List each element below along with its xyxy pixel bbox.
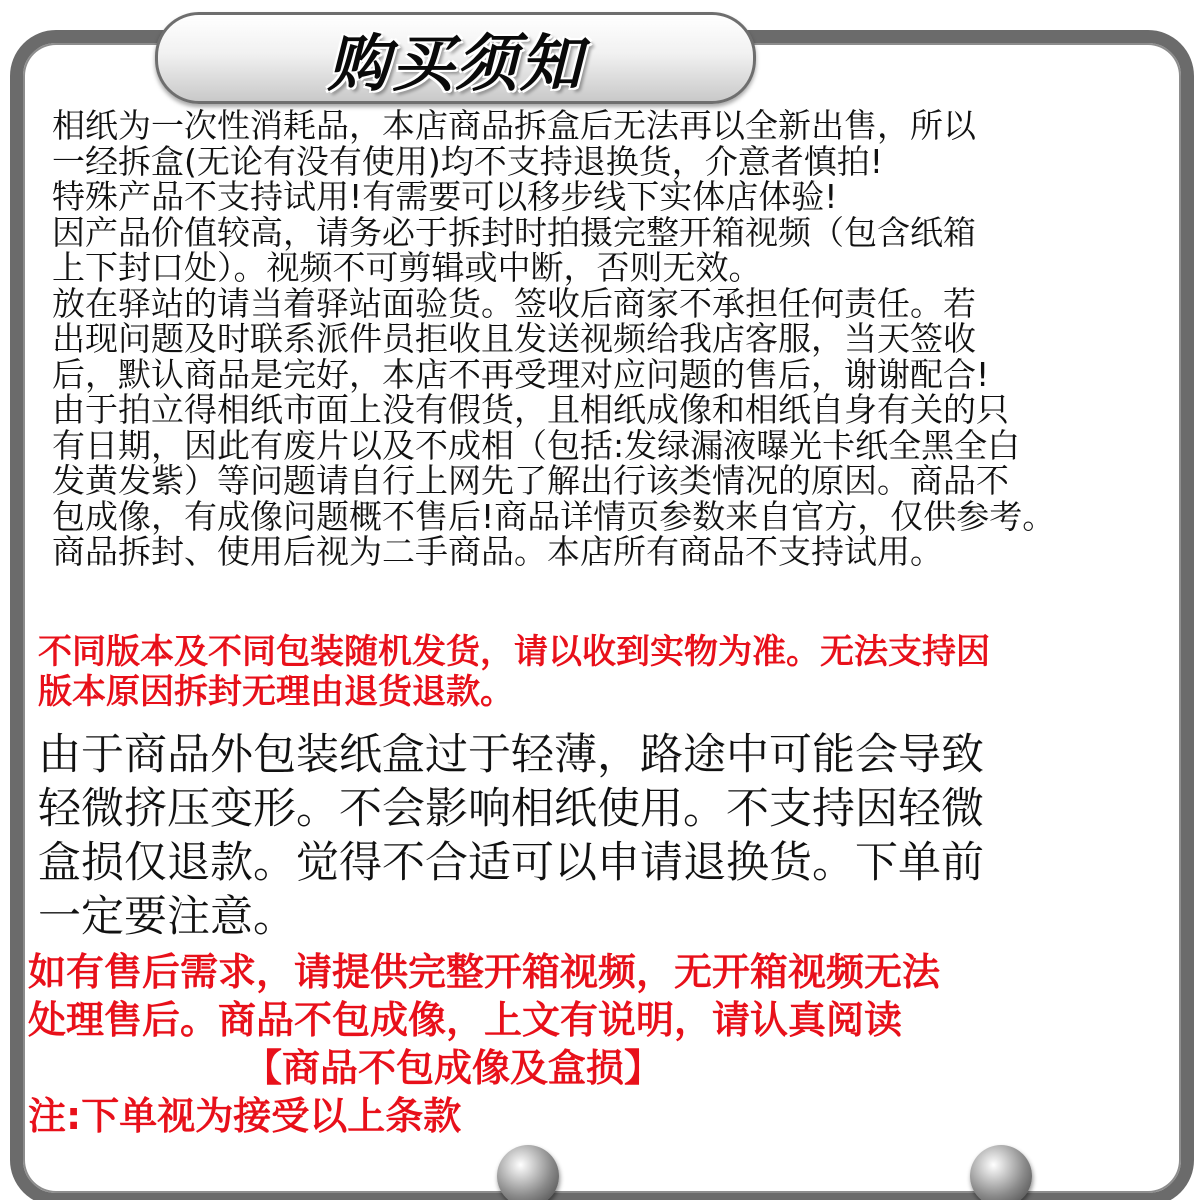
after-sales-line: 处理售后。商品不包成像，上文有说明，请认真阅读 [28, 998, 903, 1042]
metal-ring-right-icon [970, 1145, 1032, 1200]
packaging-line: 一定要注意。 [38, 892, 296, 942]
packaging-line: 轻微挤压变形。不会影响相纸使用。不支持因轻微 [38, 784, 984, 834]
purchase-notice-text [52, 108, 1055, 570]
notice-line: 包成像，有成像问题概不售后!商品详情页参数来自官方，仅供参考。 [52, 496, 1056, 536]
metal-ring-left-icon [497, 1145, 559, 1200]
warning-line: 不同版本及不同包装随机发货，请以收到实物为准。无法支持因 [38, 632, 990, 672]
notice-line: 放在驿站的请当着驿站面验货。签收后商家不承担任何责任。若 [52, 283, 976, 323]
notice-line: 由于拍立得相纸市面上没有假货，且相纸成像和相纸自身有关的只 [52, 390, 1009, 429]
notice-line: 商品拆封、使用后视为二手商品。本店所有商品不支持试用。 [52, 532, 943, 571]
notice-line: 一经拆盒(无论有没有使用)均不支持退换货，介意者慎拍! [52, 141, 883, 181]
notice-line: 发黄发紫）等问题请自行上网先了解出行该类情况的原因。商品不 [52, 461, 1009, 500]
version-shipping-warning [38, 632, 990, 712]
warning-line: 版本原因拆封无理由退货退款。 [38, 672, 514, 712]
notice-line: 特殊产品不支持试用!有需要可以移步线下实体店体验! [52, 177, 838, 216]
notice-line: 出现问题及时联系派件员拒收且发送视频给我店客服，当天签收 [52, 319, 976, 358]
notice-line: 有日期，因此有废片以及不成相（包括:发绿漏液曝光卡纸全黑全白 [52, 425, 1021, 465]
packaging-notice [38, 728, 984, 944]
notice-line: 相纸为一次性消耗品，本店商品拆盒后无法再以全新出售，所以 [52, 106, 976, 145]
notice-line: 后，默认商品是完好，本店不再受理对应问题的售后，谢谢配合! [52, 354, 990, 394]
after-sales-warning [28, 948, 940, 1140]
page-title: 购买须知 [327, 26, 584, 100]
after-sales-line: 如有售后需求，请提供完整开箱视频，无开箱视频无法 [28, 950, 941, 994]
notice-line: 因产品价值较高，请务必于拆封时拍摄完整开箱视频（包含纸箱 [52, 212, 976, 252]
notice-line: 上下封口处）。视频不可剪辑或中断，否则无效。 [52, 248, 762, 287]
packaging-line: 由于商品外包装纸盒过于轻薄，路途中可能会导致 [38, 730, 984, 780]
title-banner [155, 12, 756, 104]
terms-acceptance-note: 注:下单视为接受以上条款 [28, 1094, 462, 1138]
after-sales-highlight: 【商品不包成像及盒损】 [244, 1046, 663, 1090]
packaging-line: 盒损仅退款。觉得不合适可以申请退换货。下单前 [38, 838, 984, 888]
